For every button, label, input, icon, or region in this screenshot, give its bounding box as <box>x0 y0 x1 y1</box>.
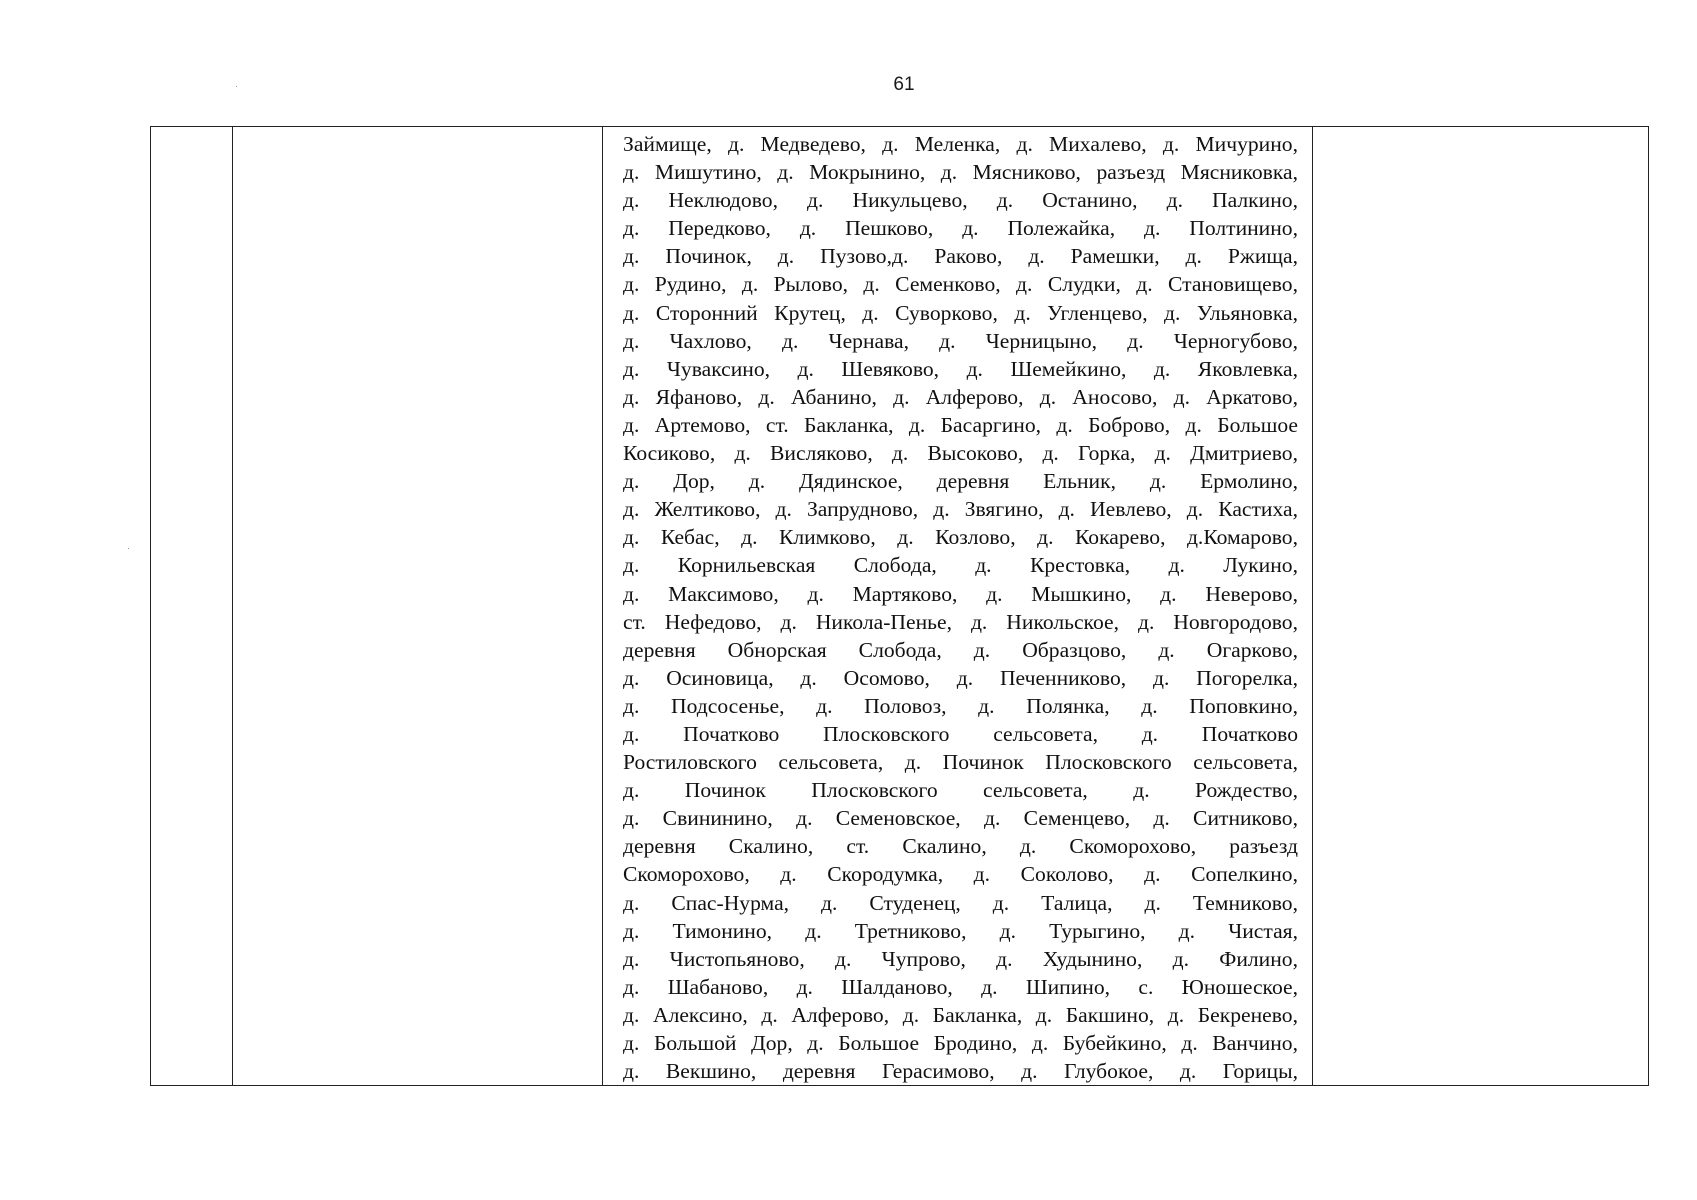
settlement-line: Косиково, д. Висляково, д. Высоково, д. Горка, д. Дмитриево, <box>623 441 1298 466</box>
settlement-line: д. Спас-Нурма, д. Студенец, д. Талица, д. Темниково, <box>623 890 1298 915</box>
scan-dot <box>236 86 237 87</box>
notes-cell <box>1313 127 1649 1086</box>
settlements-list <box>603 127 1312 1085</box>
settlement-line: д. Осиновица, д. Осомово, д. Печенниково, д. Погорелка, <box>623 665 1298 690</box>
municipality-cell <box>233 127 603 1086</box>
settlement-line: д. Дор, д. Дядинское, деревня Ельник, д. Ермолино, <box>623 469 1298 494</box>
settlement-line: д. Шабаново, д. Шалданово, д. Шипино, с. Юношеское, <box>623 974 1298 999</box>
settlements-cell <box>603 127 1313 1086</box>
settlement-line: д. Чахлово, д. Чернава, д. Черницыно, д. Черногубово, <box>623 328 1298 353</box>
settlement-line: д. Подсосенье, д. Половоз, д. Полянка, д. Поповкино, <box>623 693 1298 718</box>
settlement-line: д. Тимонино, д. Третниково, д. Турыгино, д. Чистая, <box>623 918 1298 943</box>
settlement-line: Скоморохово, д. Скородумка, д. Соколово, д. Сопелкино, <box>623 862 1298 887</box>
scan-dot <box>128 548 129 549</box>
settlement-line: д. Свининино, д. Семеновское, д. Семенцево, д. Ситниково, <box>623 806 1298 831</box>
settlement-line: д. Корнильевская Слобода, д. Крестовка, д. Лукино, <box>623 553 1298 578</box>
settlement-line: д. Починок Плосковского сельсовета, д. Рождество, <box>623 778 1298 803</box>
settlement-line: д. Неклюдово, д. Никульцево, д. Останино, д. Палкино, <box>623 188 1298 213</box>
settlement-line: д. Мишутино, д. Мокрынино, д. Мясниково, разъезд Мясниковка, <box>623 160 1298 185</box>
settlement-line: Ростиловского сельсовета, д. Починок Плосковского сельсовета, <box>623 750 1298 775</box>
settlement-line: д. Яфаново, д. Абанино, д. Алферово, д. Аносово, д. Аркатово, <box>623 384 1298 409</box>
settlement-line: д. Артемово, ст. Бакланка, д. Басаргино, д. Боброво, д. Большое <box>623 412 1298 437</box>
settlement-line: д. Большой Дор, д. Большое Бродино, д. Бубейкино, д. Ванчино, <box>623 1031 1298 1055</box>
settlement-line: д. Починок, д. Пузово,д. Раково, д. Рамешки, д. Ржища, <box>623 244 1298 269</box>
settlement-line: д. Максимово, д. Мартяково, д. Мышкино, д. Неверово, <box>623 581 1298 606</box>
settlement-line: д. Рудино, д. Рылово, д. Семенково, д. Слудки, д. Становищево, <box>623 272 1298 297</box>
settlement-line: деревня Скалино, ст. Скалино, д. Скоморохово, разъезд <box>623 834 1298 859</box>
table-row <box>151 127 1649 1086</box>
settlement-line: д. Чуваксино, д. Шевяково, д. Шемейкино, д. Яковлевка, <box>623 356 1298 381</box>
settlement-line: д. Кебас, д. Климково, д. Козлово, д. Кокарево, д.Комарово, <box>623 525 1298 550</box>
settlement-line: д. Передково, д. Пешково, д. Полежайка, д. Полтинино, <box>623 216 1298 241</box>
settlement-line: деревня Обнорская Слобода, д. Образцово, д. Огарково, <box>623 637 1298 662</box>
settlements-table <box>150 126 1649 1086</box>
settlement-line: Займище, д. Медведево, д. Меленка, д. Михалево, д. Мичурино, <box>623 132 1298 156</box>
settlement-line: д. Чистопьяново, д. Чупрово, д. Худынино, д. Филино, <box>623 946 1298 971</box>
settlement-line: д. Векшино, деревня Герасимово, д. Глубокое, д. Горицы, <box>623 1059 1298 1084</box>
page-number: 61 <box>893 74 915 95</box>
settlement-line: ст. Нефедово, д. Никола-Пенье, д. Никольское, д. Новгородово, <box>623 609 1298 634</box>
settlement-line: д. Алексино, д. Алферово, д. Бакланка, д. Бакшино, д. Бекренево, <box>623 1002 1298 1027</box>
settlement-line: д. Желтиково, д. Запрудново, д. Звягино, д. Иевлево, д. Кастиха, <box>623 497 1298 522</box>
settlement-line: д. Сторонний Крутец, д. Суворково, д. Угленцево, д. Ульяновка, <box>623 300 1298 325</box>
settlement-line: д. Початково Плосковского сельсовета, д. Початково <box>623 721 1298 746</box>
number-cell <box>151 127 233 1086</box>
